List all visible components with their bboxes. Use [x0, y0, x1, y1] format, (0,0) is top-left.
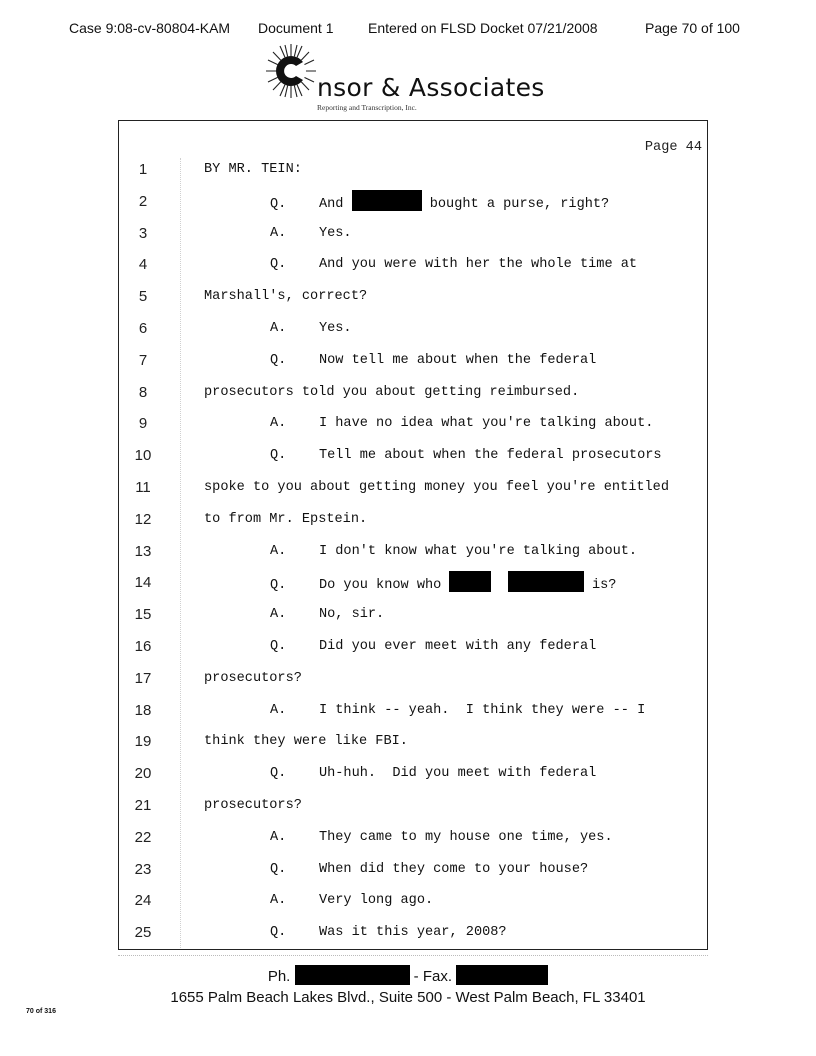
line-number: 25 — [134, 924, 152, 942]
footer-address: 1655 Palm Beach Lakes Blvd., Suite 500 - West Palm Beach, FL 33401 — [170, 989, 646, 1006]
line-number: 22 — [134, 828, 152, 846]
line-number: 17 — [134, 669, 152, 687]
line-number: 23 — [134, 860, 152, 878]
line-number: 24 — [134, 892, 152, 910]
transcript-line — [118, 667, 708, 691]
line-number: 15 — [134, 606, 152, 624]
line-text — [204, 476, 669, 500]
line-text-segment: prosecutors? — [204, 670, 302, 686]
line-text-segment: Q. Did you ever meet with any federal — [270, 639, 597, 654]
line-text-segment: Q. And you were with her the whole time at — [270, 257, 638, 273]
line-text — [270, 571, 616, 598]
line-text — [270, 190, 609, 217]
line-text-segment: A. I have no idea what you're talking about. — [270, 416, 654, 432]
transcript-line — [118, 381, 708, 405]
line-text — [270, 826, 613, 850]
line-text-segment: Q. And — [270, 196, 352, 212]
transcript-line — [118, 921, 708, 945]
transcript-line — [118, 158, 708, 182]
line-text-segment: think they were like FBI. — [204, 734, 408, 750]
line-text — [204, 508, 367, 532]
line-text — [270, 444, 662, 468]
company-subtitle: Reporting and Transcription, Inc. — [317, 103, 417, 112]
transcript-line — [118, 508, 708, 532]
line-text-segment: A. I don't know what you're talking about. — [270, 543, 638, 559]
line-text — [270, 412, 653, 436]
page-of-total: Page 70 of 100 — [645, 20, 740, 36]
case-number: Case 9:08-cv-80804-KAM — [69, 20, 231, 36]
transcript-line — [118, 222, 708, 246]
transcript-line — [118, 858, 708, 882]
line-text-segment: BY MR. TEIN: — [204, 162, 302, 177]
transcript-line — [118, 190, 708, 214]
line-text — [270, 222, 352, 246]
redaction-bar — [456, 965, 548, 985]
line-text-segment: prosecutors told you about getting reimbursed. — [204, 384, 580, 400]
line-number: 4 — [138, 256, 148, 274]
redaction-bar — [352, 190, 422, 211]
footer-rule — [118, 955, 708, 956]
line-text — [204, 158, 302, 182]
line-text-segment: A. Very long ago. — [270, 893, 434, 909]
transcript-line — [118, 826, 708, 850]
line-number: 10 — [134, 447, 152, 465]
line-text — [204, 730, 408, 754]
line-number: 3 — [138, 224, 148, 242]
line-text — [270, 762, 596, 786]
transcript-line — [118, 540, 708, 564]
transcript-line — [118, 603, 708, 627]
transcript-line — [118, 285, 708, 309]
transcript-line — [118, 794, 708, 818]
line-number: 20 — [134, 765, 152, 783]
line-text-segment: Q. Do you know who — [270, 578, 450, 594]
line-number: 5 — [138, 288, 148, 306]
line-number: 16 — [134, 638, 152, 655]
transcript-page-label: Page 44 — [644, 140, 702, 155]
line-text-segment: A. They came to my house one time, yes. — [270, 829, 613, 845]
footer-contact — [0, 965, 816, 985]
line-text-segment: bought a purse, right? — [421, 196, 610, 212]
line-text — [270, 921, 507, 945]
line-text — [270, 858, 588, 882]
transcript-line — [118, 762, 708, 786]
page-count: 70 of 316 — [26, 1008, 56, 1015]
line-number: 9 — [138, 415, 148, 433]
transcript-line — [118, 253, 708, 277]
line-number: 11 — [135, 479, 151, 496]
line-text-segment: Q. Uh-huh. Did you meet with federal — [270, 766, 597, 782]
transcript-line — [118, 349, 708, 373]
line-number: 21 — [134, 797, 152, 814]
line-number: 8 — [138, 383, 148, 401]
redaction-bar — [449, 571, 491, 592]
line-number: 1 — [138, 161, 148, 178]
phone-label: Ph. — [267, 968, 291, 985]
transcript-lines — [118, 0, 708, 1056]
line-text-segment: Q. Was it this year, 2008? — [270, 925, 507, 941]
document-number: Document 1 — [258, 20, 334, 36]
line-text-segment: A. Yes. — [270, 321, 352, 336]
line-text — [270, 349, 596, 373]
redaction-bar — [508, 571, 584, 592]
line-number: 12 — [134, 510, 152, 528]
line-number: 14 — [134, 574, 152, 592]
redaction-bar — [295, 965, 410, 985]
company-name: nsor & Associates — [317, 73, 545, 102]
line-text-segment: spoke to you about getting money you feel you're entitled — [204, 480, 669, 495]
line-text — [270, 253, 637, 277]
transcript-line — [118, 444, 708, 468]
line-text — [270, 699, 645, 723]
docket-entry: Entered on FLSD Docket 07/21/2008 — [368, 20, 598, 36]
line-text-segment: Q. When did they come to your house? — [270, 861, 589, 877]
line-text — [204, 667, 302, 691]
line-text — [270, 317, 352, 341]
line-text-segment: Marshall's, correct? — [204, 289, 368, 305]
line-text-segment: A. Yes. — [270, 225, 352, 241]
line-text — [270, 889, 433, 913]
line-text — [204, 285, 367, 309]
transcript-line — [118, 889, 708, 913]
line-text-segment: to from Mr. Epstein. — [204, 511, 368, 527]
line-text-segment: Q. Tell me about when the federal prosecutors — [270, 448, 662, 464]
line-text-segment: prosecutors? — [204, 798, 302, 813]
line-text-segment: is? — [583, 578, 617, 594]
line-number: 18 — [134, 701, 152, 719]
line-number: 13 — [134, 542, 152, 560]
transcript-line — [118, 635, 708, 659]
line-text-segment — [491, 578, 507, 593]
transcript-line — [118, 699, 708, 723]
line-number: 6 — [138, 320, 148, 337]
line-text — [204, 794, 302, 818]
line-text — [270, 540, 637, 564]
line-number: 7 — [138, 351, 148, 369]
line-text — [204, 381, 579, 405]
transcript-line — [118, 571, 708, 595]
fax-label: - Fax. — [413, 968, 453, 985]
line-text — [270, 635, 596, 659]
transcript-line — [118, 412, 708, 436]
line-text-segment: A. No, sir. — [270, 607, 385, 623]
transcript-line — [118, 317, 708, 341]
line-number: 2 — [138, 192, 148, 210]
line-text — [270, 603, 384, 627]
transcript-line — [118, 730, 708, 754]
line-number: 19 — [134, 733, 152, 751]
line-text-segment: Q. Now tell me about when the federal — [270, 352, 597, 368]
transcript-line — [118, 476, 708, 500]
line-text-segment: A. I think -- yeah. I think they were -- I — [270, 702, 646, 718]
